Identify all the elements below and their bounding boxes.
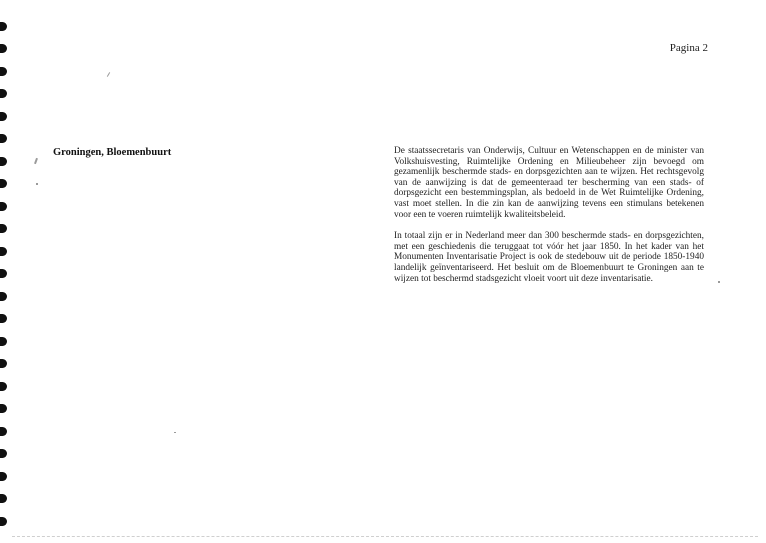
paragraph: In totaal zijn er in Nederland meer dan 300 beschermde stads- en dorpsgezichten, met een geschiedenis die teruggaat tot vóór het jaar 1850. In het kader van het Monumenten Inventarisatie Project is ook de stedebouw uit de periode 1850-1940 landelijk geïnventariseerd. Het besluit om de Bloemenbuurt te Groningen aan te wijzen tot beschermd stadsgezicht vloeit voort uit deze inventarisatie. [394, 231, 704, 284]
body-text [394, 146, 704, 295]
binding-hole [0, 359, 7, 368]
binding-hole [0, 44, 7, 53]
binding-hole [0, 22, 7, 31]
binding-hole [0, 179, 7, 188]
section-heading: Groningen, Bloemenbuurt [53, 147, 172, 158]
page-number: Pagina 2 [669, 42, 708, 54]
binding-hole [0, 269, 7, 278]
binding-hole [0, 494, 7, 503]
binding-hole [0, 337, 7, 346]
binding-hole [0, 112, 7, 121]
binding-hole [0, 247, 7, 256]
binding-hole [0, 292, 7, 301]
binding-hole [0, 382, 7, 391]
paragraph: De staatssecretaris van Onderwijs, Cultuur en Wetenschappen en de minister van Volkshuisvesting, Ruimtelijke Ordening en Milieubeheer zijn bevoegd om gezamenlijk beschermde stads- en dorpsgezichten aan te wijzen. Het rechtsgevolg van de aanwijzing is dat de gemeenteraad ter bescherming van een stads- of dorpsgezicht een bestemmingsplan, als bedoeld in de Wet Ruimtelijke Ordening, vast moet stellen. In die zin kan de aanwijzing tevens een stimulans betekenen voor een te voeren ruimtelijk kwaliteitsbeleid. [394, 146, 704, 220]
scan-speck [107, 72, 110, 77]
binding-hole [0, 314, 7, 323]
scan-speck [36, 183, 38, 185]
scan-edge-line [12, 536, 758, 537]
binding-hole [0, 67, 7, 76]
scan-speck [718, 281, 720, 283]
binding-hole [0, 89, 7, 98]
scan-speck [34, 158, 38, 164]
binding-hole [0, 134, 7, 143]
binding-hole [0, 224, 7, 233]
binding-hole [0, 157, 7, 166]
binding-hole [0, 404, 7, 413]
binding-hole [0, 449, 7, 458]
binding-hole [0, 472, 7, 481]
binding-hole [0, 202, 7, 211]
scan-speck [174, 432, 176, 433]
binding-hole [0, 427, 7, 436]
spiral-binding [0, 22, 10, 522]
binding-hole [0, 517, 7, 526]
